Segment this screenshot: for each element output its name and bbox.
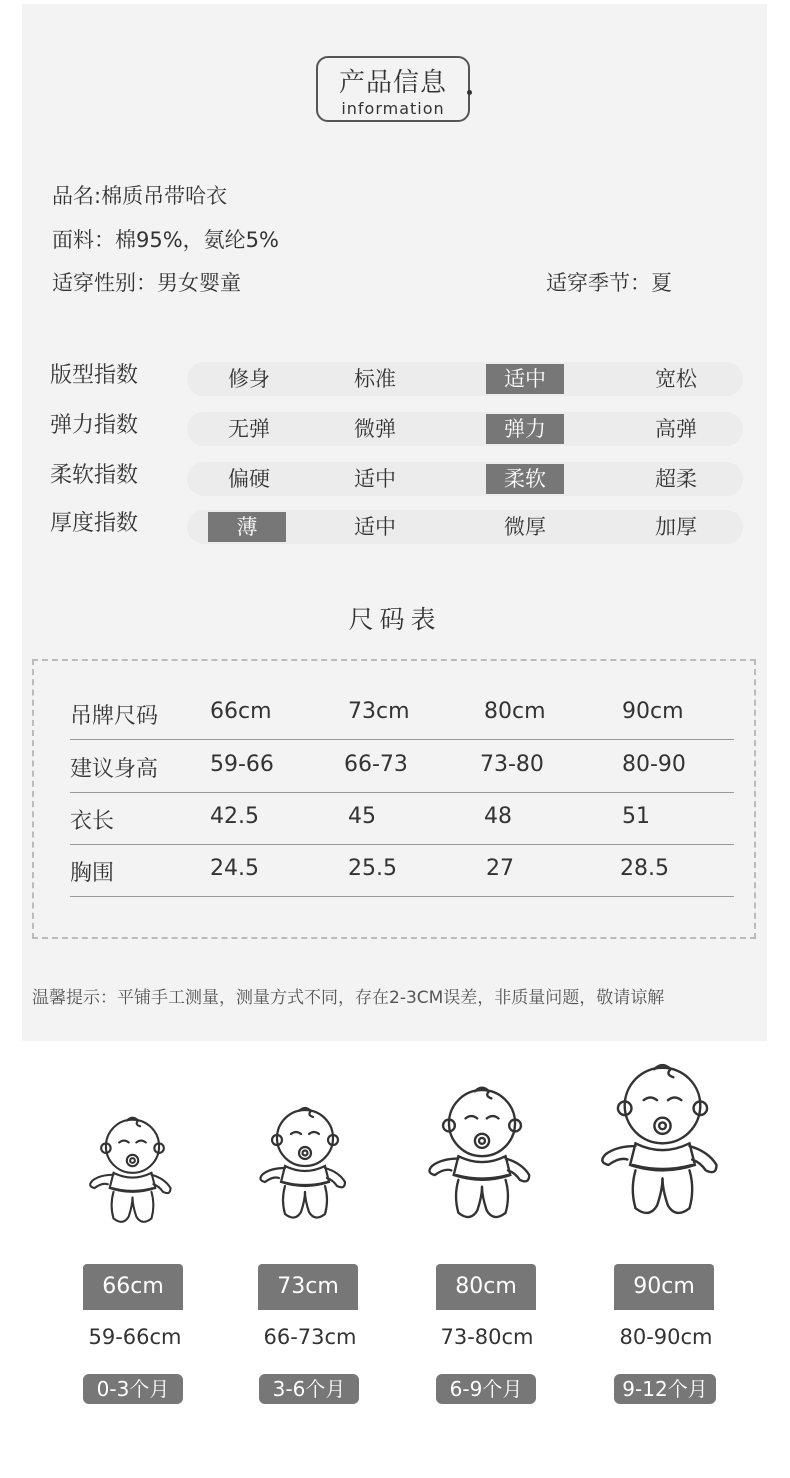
product-season: 适穿季节：夏 xyxy=(546,271,672,295)
badge-dot xyxy=(467,90,472,95)
index-option: 加厚 xyxy=(655,515,697,539)
table-cell: 90cm xyxy=(622,699,684,724)
index-option: 无弹 xyxy=(228,417,270,441)
index-option-selected: 适中 xyxy=(486,364,564,394)
table-cell: 51 xyxy=(622,804,650,829)
table-row xyxy=(70,844,734,897)
table-cell: 25.5 xyxy=(348,856,397,881)
row-header: 建议身高 xyxy=(70,757,159,782)
table-cell: 80-90 xyxy=(622,752,686,777)
badge-title: 产品信息 xyxy=(338,68,447,98)
index-option: 修身 xyxy=(228,367,270,391)
index-option: 高弹 xyxy=(655,417,697,441)
table-cell: 73-80 xyxy=(480,752,544,777)
baby-illustration-icon xyxy=(595,1052,730,1232)
table-cell: 24.5 xyxy=(210,856,259,881)
index-row xyxy=(50,360,745,396)
index-row xyxy=(50,460,745,496)
measurement-tip: 温馨提示：平铺手工测量，测量方式不同，存在2-3CM误差，非质量问题，敬请谅解 xyxy=(32,988,665,1008)
size-tag: 66cm xyxy=(83,1264,183,1310)
index-label: 柔软指数 xyxy=(50,463,139,488)
table-cell: 48 xyxy=(484,804,512,829)
age-tag: 6-9个月 xyxy=(436,1374,536,1404)
product-fabric: 面料：棉95%，氨纶5% xyxy=(52,228,279,252)
index-option: 适中 xyxy=(354,467,396,491)
index-row xyxy=(50,508,745,544)
size-tag: 90cm xyxy=(614,1264,714,1310)
table-cell: 42.5 xyxy=(210,804,259,829)
index-option-selected: 薄 xyxy=(208,512,286,542)
index-row xyxy=(50,410,745,446)
size-tag: 80cm xyxy=(436,1264,536,1310)
age-tag: 0-3个月 xyxy=(83,1374,183,1404)
table-row xyxy=(70,740,734,793)
height-range: 66-73cm xyxy=(263,1325,357,1349)
index-option: 微弹 xyxy=(354,417,396,441)
table-cell: 66cm xyxy=(210,699,272,724)
index-option: 微厚 xyxy=(504,515,546,539)
size-tag: 73cm xyxy=(258,1264,358,1310)
age-tag: 3-6个月 xyxy=(259,1374,359,1404)
table-cell: 45 xyxy=(348,804,376,829)
height-range: 80-90cm xyxy=(619,1325,713,1349)
product-gender: 适穿性别：男女婴童 xyxy=(52,271,241,295)
baby-illustration-icon xyxy=(423,1075,541,1235)
table-row xyxy=(70,687,734,740)
table-cell: 66-73 xyxy=(344,752,408,777)
size-table xyxy=(32,659,756,939)
badge-subtitle: information xyxy=(341,99,445,118)
index-option: 偏硬 xyxy=(228,467,270,491)
row-header: 胸围 xyxy=(70,861,115,886)
table-row xyxy=(70,792,734,845)
size-table-title: 尺码表 xyxy=(348,605,442,634)
info-badge xyxy=(316,56,470,122)
height-range: 59-66cm xyxy=(88,1325,182,1349)
index-label: 弹力指数 xyxy=(50,413,139,438)
table-cell: 27 xyxy=(486,856,514,881)
table-cell: 59-66 xyxy=(210,752,274,777)
table-cell: 80cm xyxy=(484,699,546,724)
baby-illustration-icon xyxy=(255,1095,355,1235)
index-option: 超柔 xyxy=(655,467,697,491)
row-header: 吊牌尺码 xyxy=(70,704,159,729)
index-option-selected: 弹力 xyxy=(486,414,564,444)
index-label: 版型指数 xyxy=(50,363,139,388)
age-tag: 9-12个月 xyxy=(614,1374,716,1404)
index-option: 适中 xyxy=(354,515,396,539)
row-header: 衣长 xyxy=(70,809,115,834)
table-cell: 73cm xyxy=(348,699,410,724)
index-option: 标准 xyxy=(354,367,396,391)
product-name: 品名:棉质吊带哈衣 xyxy=(52,184,228,208)
index-label: 厚度指数 xyxy=(50,511,139,536)
height-range: 73-80cm xyxy=(440,1325,534,1349)
table-cell: 28.5 xyxy=(620,856,669,881)
index-option: 宽松 xyxy=(655,367,697,391)
index-option-selected: 柔软 xyxy=(486,464,564,494)
baby-illustration-icon xyxy=(85,1105,180,1235)
